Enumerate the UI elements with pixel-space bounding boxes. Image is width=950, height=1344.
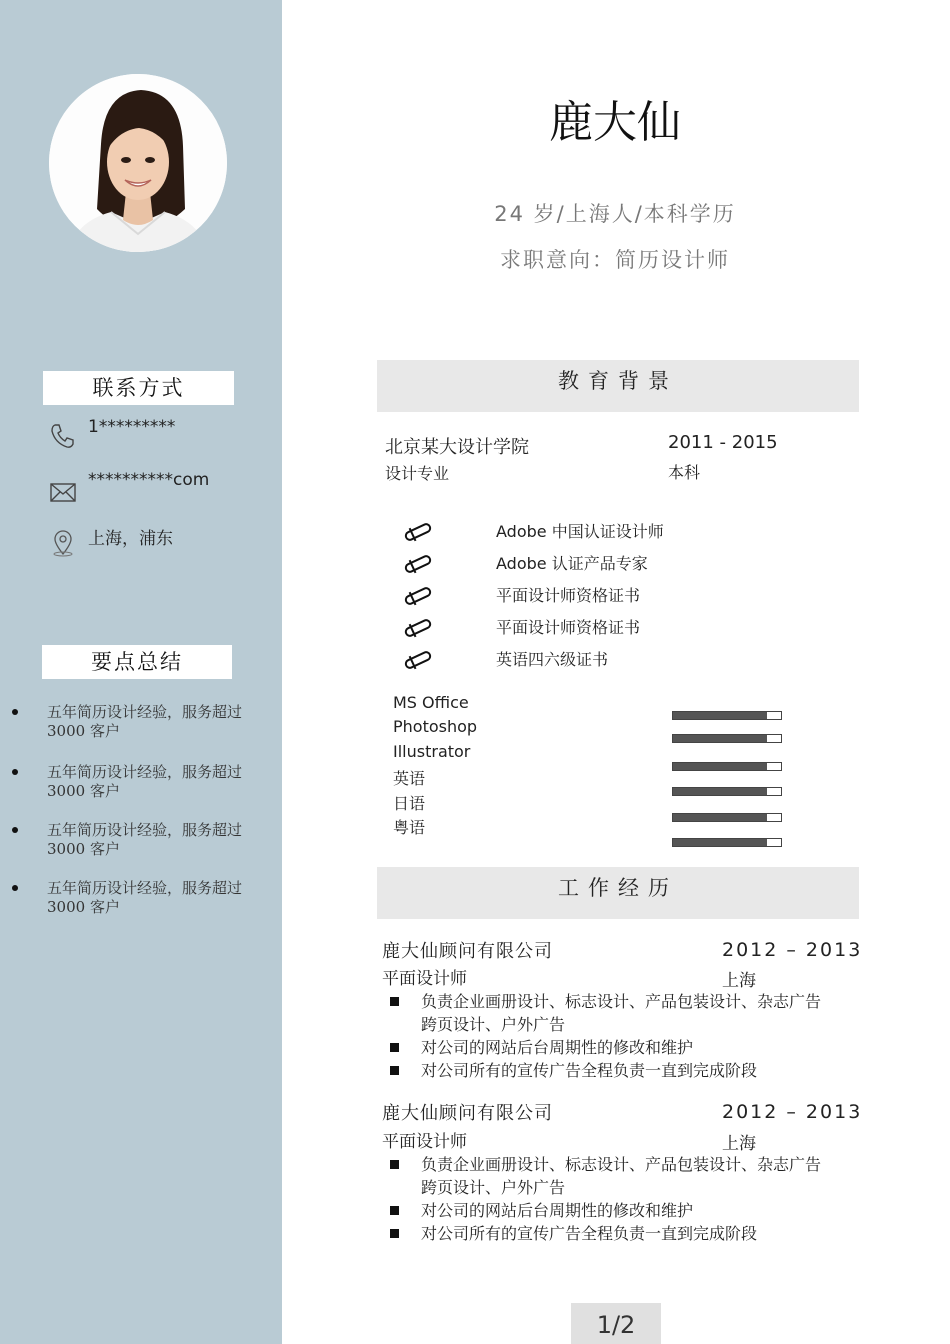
work-heading: 工作经历 — [377, 867, 859, 919]
contact-location — [48, 528, 173, 558]
summary-heading: 要点总结 — [42, 645, 232, 679]
job-location: 上海 — [722, 971, 756, 991]
contact-email — [48, 470, 210, 507]
avatar — [49, 74, 227, 252]
square-bullet-icon — [390, 1229, 399, 1238]
job-location: 上海 — [722, 1134, 756, 1154]
education-period: 2011 - 2015 — [668, 432, 778, 453]
degree: 本科 — [668, 463, 701, 482]
diploma-icon — [402, 553, 434, 575]
diploma-icon — [402, 617, 434, 639]
school-name: 北京某大设计学院 — [385, 437, 529, 458]
square-bullet-icon — [390, 997, 399, 1006]
skill-name: Illustrator — [393, 742, 471, 761]
certificate-item: Adobe 中国认证设计师 — [496, 522, 664, 541]
page-number: 1/2 — [571, 1303, 661, 1344]
diploma-icon — [402, 649, 434, 671]
skill-level-fill — [673, 788, 767, 795]
skill-name: 日语 — [393, 794, 426, 813]
square-bullet-icon — [390, 1043, 399, 1052]
skill-name: Photoshop — [393, 717, 478, 736]
education-heading: 教育背景 — [377, 360, 859, 412]
square-bullet-icon — [390, 1066, 399, 1075]
company-name: 鹿大仙顾问有限公司 — [382, 941, 553, 962]
skill-level-bar — [672, 787, 782, 796]
contact-phone — [48, 417, 176, 451]
diploma-icon — [402, 521, 434, 543]
certificate-item: 平面设计师资格证书 — [496, 586, 641, 605]
job-intent: 求职意向：简历设计师 — [500, 248, 730, 272]
skill-level-fill — [673, 735, 767, 742]
phone-icon — [48, 421, 78, 451]
skill-level-bar — [672, 711, 782, 720]
job-title: 平面设计师 — [382, 1132, 467, 1152]
certificate-item: Adobe 认证产品专家 — [496, 554, 648, 573]
phone-text: 1********* — [88, 417, 176, 437]
certificate-item: 英语四六级证书 — [496, 650, 609, 669]
skill-level-bar — [672, 762, 782, 771]
skill-name: MS Office — [393, 693, 469, 712]
candidate-name: 鹿大仙 — [549, 97, 681, 148]
bullet-icon — [12, 709, 18, 715]
diploma-icon — [402, 585, 434, 607]
bullet-icon — [12, 769, 18, 775]
company-name: 鹿大仙顾问有限公司 — [382, 1103, 553, 1124]
skill-level-fill — [673, 814, 767, 821]
location-pin-icon — [48, 528, 78, 558]
bullet-icon — [12, 885, 18, 891]
skill-level-bar — [672, 813, 782, 822]
skill-name: 粤语 — [393, 818, 426, 837]
skill-level-bar — [672, 838, 782, 847]
sidebar: 联系方式 1********* **********com 上海，浦东 要点总结 五年简历设计经验，服务超过 3000 客户 五年简历设计经验，服务超过 3000 客户 五年简历设计经验，服务超过 3000 客户 五年简历设计经验，服务超过 3000 客户 — [0, 0, 282, 1344]
skill-level-fill — [673, 839, 767, 846]
job-period: 2012 – 2013 — [722, 1101, 863, 1123]
basic-info: 24 岁/上海人/本科学历 — [494, 202, 736, 226]
job-period: 2012 – 2013 — [722, 939, 863, 961]
email-text: **********com — [88, 470, 210, 490]
certificate-item: 平面设计师资格证书 — [496, 618, 641, 637]
mail-icon — [48, 477, 78, 507]
square-bullet-icon — [390, 1206, 399, 1215]
contact-heading: 联系方式 — [43, 371, 234, 405]
skill-level-fill — [673, 763, 767, 770]
location-text: 上海，浦东 — [88, 529, 173, 549]
skill-level-bar — [672, 734, 782, 743]
portrait-photo — [49, 74, 227, 252]
major: 设计专业 — [385, 464, 450, 483]
square-bullet-icon — [390, 1160, 399, 1169]
job-title: 平面设计师 — [382, 969, 467, 989]
skill-name: 英语 — [393, 769, 426, 788]
skill-level-fill — [673, 712, 767, 719]
bullet-icon — [12, 827, 18, 833]
